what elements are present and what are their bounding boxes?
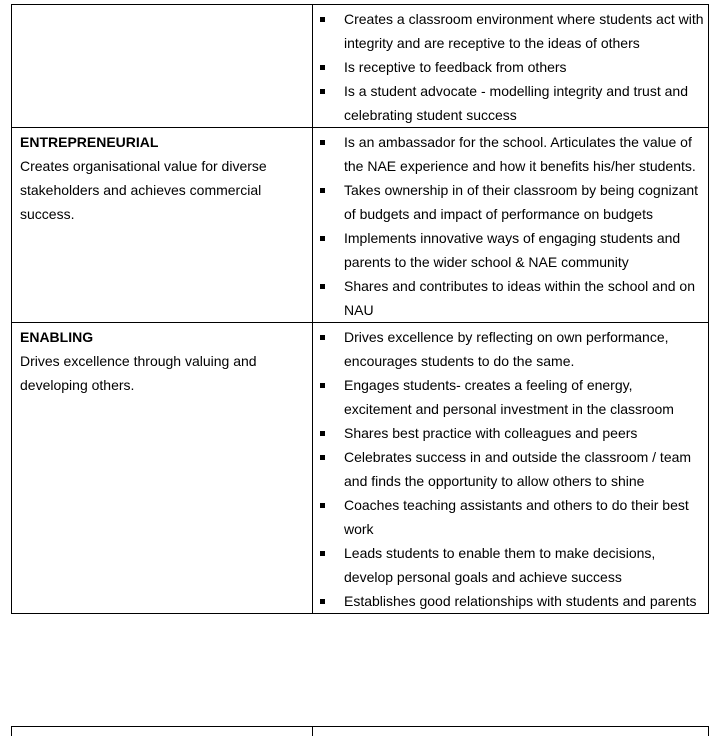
competency-cell [12, 323, 313, 614]
competency-table [11, 4, 709, 614]
bullet-square-icon [320, 599, 325, 604]
list-item: Establishes good relationships with students and parents [313, 589, 704, 613]
bullet-square-icon [320, 89, 325, 94]
bullet-square-icon [320, 17, 325, 22]
list-item: Creates a classroom environment where students act with integrity and are receptive to the ideas of others [313, 7, 704, 55]
list-item: Takes ownership in of their classroom by being cognizant of budgets and impact of performance on budgets [313, 178, 704, 226]
bullet-square-icon [320, 503, 325, 508]
behaviours-cell [313, 323, 709, 614]
competency-cell [12, 128, 313, 323]
behaviour-list [313, 128, 708, 322]
behaviours-cell [313, 128, 709, 323]
list-item: Leads students to enable them to make decisions, develop personal goals and achieve success [313, 541, 704, 589]
bullet-square-icon [320, 551, 325, 556]
bullet-square-icon [320, 455, 325, 460]
list-item: Drives excellence by reflecting on own performance, encourages students to do the same. [313, 325, 704, 373]
list-item: Shares and contributes to ideas within the school and on NAU [313, 274, 704, 322]
list-item: Coaches teaching assistants and others to do their best work [313, 493, 704, 541]
column-divider [312, 726, 313, 736]
behaviours-cell [313, 5, 709, 128]
list-item: Shares best practice with colleagues and peers [313, 421, 704, 445]
table-row [12, 128, 709, 323]
list-item: Implements innovative ways of engaging students and parents to the wider school & NAE community [313, 226, 704, 274]
list-item: Engages students- creates a feeling of energy, excitement and personal investment in the classroom [313, 373, 704, 421]
list-item: Celebrates success in and outside the classroom / team and finds the opportunity to allow others to shine [313, 445, 704, 493]
table-row [12, 5, 709, 128]
bullet-square-icon [320, 383, 325, 388]
behaviour-list [313, 5, 708, 127]
bullet-square-icon [320, 284, 325, 289]
competency-cell [12, 5, 313, 128]
behaviour-list [313, 323, 708, 613]
bullet-square-icon [320, 335, 325, 340]
next-row-border [11, 726, 709, 736]
competency-heading: ENTREPRENEURIAL [20, 134, 159, 150]
list-item: Is receptive to feedback from others [313, 55, 704, 79]
table-row [12, 323, 709, 614]
competency-description: Creates organisational value for diverse stakeholders and achieves commercial success. [20, 158, 267, 222]
competency-heading: ENABLING [20, 329, 94, 345]
bullet-square-icon [320, 188, 325, 193]
list-item: Is an ambassador for the school. Articulates the value of the NAE experience and how it benefits his/her students. [313, 130, 704, 178]
bullet-square-icon [320, 140, 325, 145]
competency-description: Drives excellence through valuing and developing others. [20, 353, 257, 393]
bullet-square-icon [320, 65, 325, 70]
bullet-square-icon [320, 431, 325, 436]
bullet-square-icon [320, 236, 325, 241]
list-item: Is a student advocate - modelling integrity and trust and celebrating student success [313, 79, 704, 127]
